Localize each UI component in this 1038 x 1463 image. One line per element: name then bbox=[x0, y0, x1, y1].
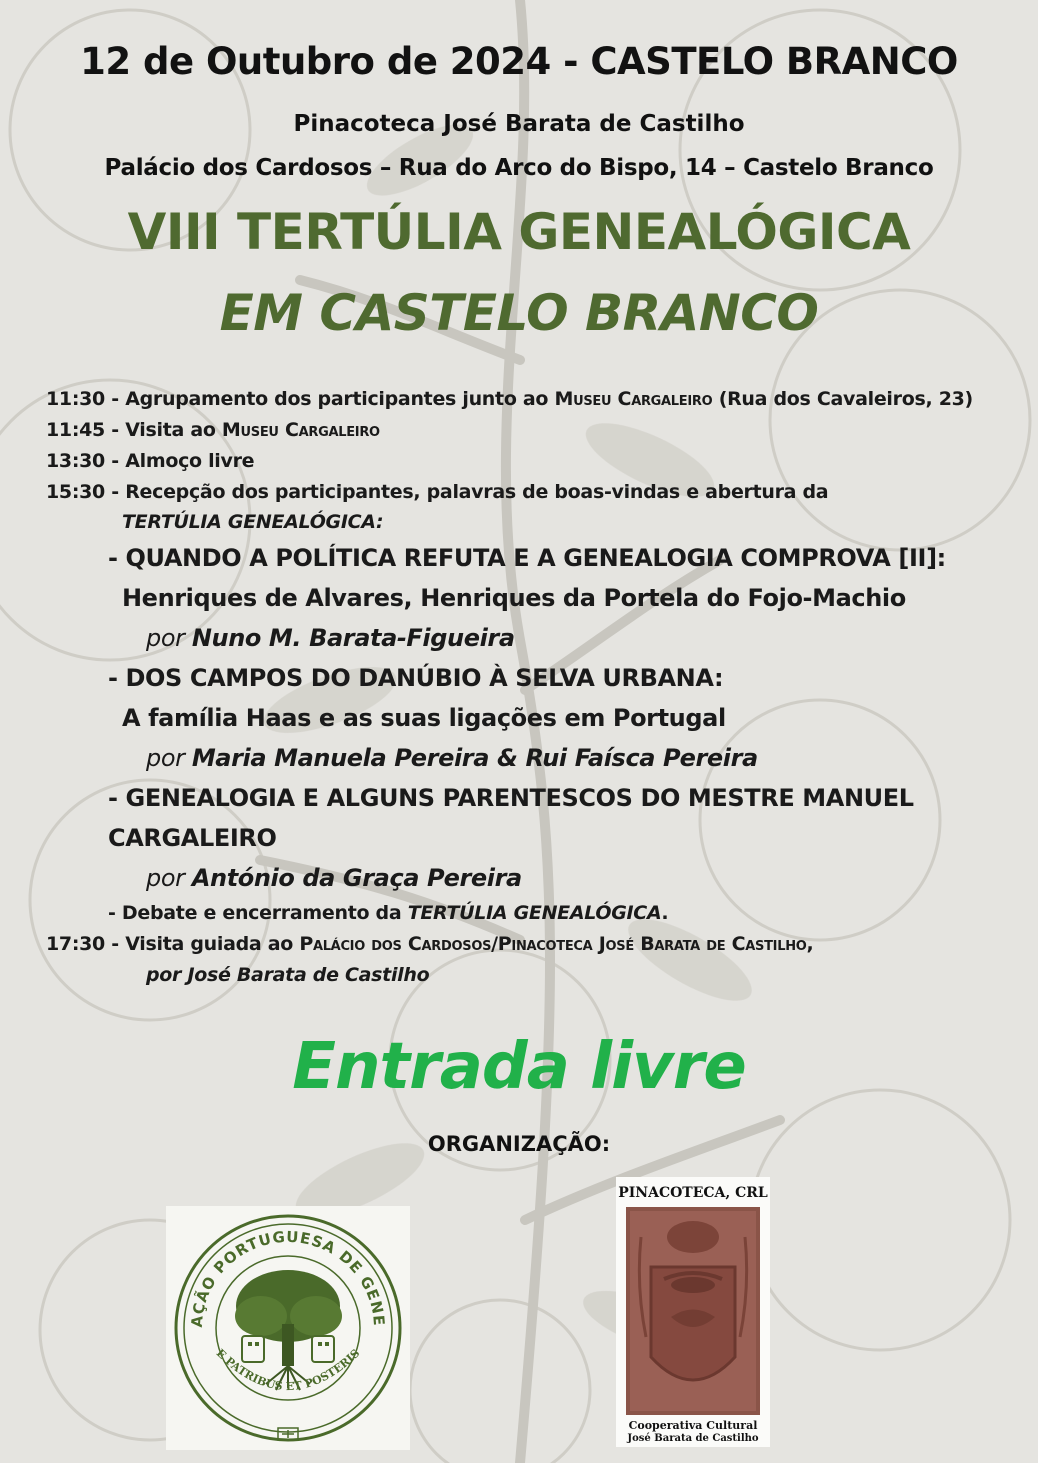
talk-2-subtitle: A família Haas e as suas ligações em Portugal bbox=[122, 704, 726, 732]
talk-2-title: - DOS CAMPOS DO DANÚBIO À SELVA URBANA: bbox=[108, 664, 724, 692]
free-entry: Entrada livre bbox=[292, 1030, 746, 1104]
event-title-line2: EM CASTELO BRANCO bbox=[219, 284, 819, 342]
coat-of-arms-stone-icon bbox=[626, 1207, 760, 1415]
event-title-line1: VIII TERTÚLIA GENEALÓGICA bbox=[127, 203, 911, 261]
program-row-1530-continued: TERTÚLIA GENEALÓGICA: bbox=[122, 511, 384, 533]
program-row-1145: 11:45 - Visita ao Museu Cargaleiro bbox=[46, 419, 380, 441]
pinacoteca-logo bbox=[616, 1177, 770, 1447]
event-date: 12 de Outubro de 2024 - CASTELO BRANCO bbox=[80, 40, 958, 83]
organization-label: ORGANIZAÇÃO: bbox=[427, 1132, 611, 1156]
apg-motto: E PATRIBUS ET POSTERIS bbox=[213, 1346, 363, 1394]
talk-1-speaker: por Nuno M. Barata-Figueira bbox=[146, 624, 515, 652]
apg-ring-text: AÇÃO PORTUGUESA DE GENE bbox=[187, 1227, 389, 1329]
pinacoteca-logo-title: PINACOTECA, CRL bbox=[618, 1185, 768, 1201]
apg-logo bbox=[166, 1206, 410, 1450]
program-row-1530: 15:30 - Recepção dos participantes, palavras de boas-vindas e abertura da bbox=[46, 481, 829, 503]
apg-seal bbox=[166, 1206, 410, 1450]
venue-address: Palácio dos Cardosos – Rua do Arco do Bispo, 14 – Castelo Branco bbox=[104, 155, 934, 181]
talk-2-speaker: por Maria Manuela Pereira & Rui Faísca Pereira bbox=[146, 744, 758, 772]
pinacoteca-logo-subtitle: Cooperativa Cultural bbox=[628, 1419, 758, 1432]
talk-1-title: - QUANDO A POLÍTICA REFUTA E A GENEALOGIA COMPROVA [II]: bbox=[108, 544, 946, 572]
program-row-1730: 17:30 - Visita guiada ao Palácio dos Cardosos/Pinacoteca José Barata de Castilho, bbox=[46, 933, 814, 955]
program-row-1730-guide: por José Barata de Castilho bbox=[146, 964, 430, 986]
talk-3-title-continued: CARGALEIRO bbox=[108, 824, 277, 852]
talk-3-title: - GENEALOGIA E ALGUNS PARENTESCOS DO MESTRE MANUEL bbox=[108, 784, 914, 812]
program-debate: - Debate e encerramento da TERTÚLIA GENEALÓGICA. bbox=[108, 902, 669, 924]
talk-1-subtitle: Henriques de Alvares, Henriques da Portela do Fojo-Machio bbox=[122, 584, 906, 612]
venue-name: Pinacoteca José Barata de Castilho bbox=[293, 111, 745, 137]
cross-icon bbox=[278, 1428, 298, 1440]
pinacoteca-logo-name: José Barata de Castilho bbox=[627, 1433, 759, 1444]
program-row-1130: 11:30 - Agrupamento dos participantes junto ao Museu Cargaleiro (Rua dos Cavaleiros, 23) bbox=[46, 388, 973, 410]
talk-3-speaker: por António da Graça Pereira bbox=[146, 864, 522, 892]
program-row-1330: 13:30 - Almoço livre bbox=[46, 450, 255, 472]
